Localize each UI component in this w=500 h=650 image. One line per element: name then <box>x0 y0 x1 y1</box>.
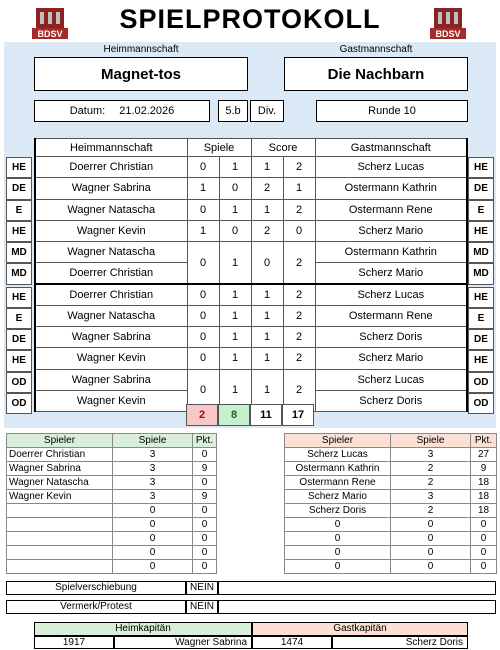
col-gast: Gastmannschaft <box>315 139 467 157</box>
stats-name <box>7 560 113 574</box>
match-sc1: 1 <box>251 284 283 305</box>
stats-spiele: 2 <box>391 476 471 490</box>
away-col-pkt: Pkt. <box>471 434 497 448</box>
match-sc1: 1 <box>251 199 283 220</box>
stats-row <box>7 490 217 504</box>
home-player: Wagner Sabrina <box>35 178 187 199</box>
match-s1: 1 <box>187 220 219 241</box>
stats-row <box>285 476 497 490</box>
total-heim-score: 11 <box>250 404 282 426</box>
match-sc2: 2 <box>283 157 315 178</box>
svg-text:BDSV: BDSV <box>37 29 63 39</box>
svg-text:BDSV: BDSV <box>435 29 461 39</box>
stats-pkt: 0 <box>193 448 217 462</box>
away-col-spieler: Spieler <box>285 434 391 448</box>
stats-name: Scherz Lucas <box>285 448 391 462</box>
vermerk-value: NEIN <box>186 600 218 614</box>
match-sc1: 2 <box>251 178 283 199</box>
stats-spiele: 0 <box>391 546 471 560</box>
home-player: Wagner Sabrina <box>35 369 187 390</box>
match-sc1: 1 <box>251 327 283 348</box>
datum-value: 21.02.2026 <box>119 105 175 117</box>
match-s2: 1 <box>219 327 251 348</box>
division-label: Div. <box>250 100 284 122</box>
match-row <box>35 327 467 348</box>
match-sc2: 0 <box>283 220 315 241</box>
away-match-type: MD <box>468 263 494 284</box>
stats-row <box>7 560 217 574</box>
match-s2: 0 <box>219 178 251 199</box>
away-match-type: E <box>468 200 494 221</box>
stats-row <box>285 560 497 574</box>
col-score: Score <box>251 139 315 157</box>
gast-label: Gastmannschaft <box>339 44 413 55</box>
match-row <box>35 284 467 305</box>
match-s1: 0 <box>187 242 219 285</box>
total-gast-score: 17 <box>282 404 314 426</box>
away-player: Scherz Doris <box>315 390 467 411</box>
match-row <box>35 369 467 390</box>
home-player: Wagner Sabrina <box>35 327 187 348</box>
match-s2: 1 <box>219 242 251 285</box>
stats-spiele: 3 <box>113 476 193 490</box>
stats-name: Scherz Doris <box>285 504 391 518</box>
stats-name: Ostermann Rene <box>285 476 391 490</box>
match-s2: 1 <box>219 157 251 178</box>
stats-name: Scherz Mario <box>285 490 391 504</box>
home-match-type: MD <box>6 242 32 263</box>
home-player: Doerrer Christian <box>35 284 187 305</box>
home-match-type: E <box>6 308 32 329</box>
stats-row <box>7 448 217 462</box>
away-match-type: HE <box>468 350 494 371</box>
spielverschiebung-value: NEIN <box>186 581 218 595</box>
away-match-type: DE <box>468 329 494 350</box>
match-row <box>35 220 467 241</box>
match-s1: 0 <box>187 305 219 326</box>
match-s2: 1 <box>219 199 251 220</box>
stats-spiele: 0 <box>113 504 193 518</box>
home-match-type: HE <box>6 287 32 308</box>
stats-name: Doerrer Christian <box>7 448 113 462</box>
stats-name: Wagner Natascha <box>7 476 113 490</box>
stats-pkt: 9 <box>193 462 217 476</box>
match-sc2: 2 <box>283 284 315 305</box>
match-s2: 1 <box>219 284 251 305</box>
stats-spiele: 2 <box>391 462 471 476</box>
stats-pkt: 0 <box>193 560 217 574</box>
stats-spiele: 0 <box>113 560 193 574</box>
match-s2: 1 <box>219 305 251 326</box>
datum-label: Datum: <box>69 105 106 117</box>
match-s1: 0 <box>187 369 219 412</box>
stats-spiele: 0 <box>391 560 471 574</box>
stats-row <box>7 504 217 518</box>
stats-spiele: 0 <box>391 532 471 546</box>
heimkapitaen-nr: 1917 <box>34 636 114 649</box>
stats-name <box>7 532 113 546</box>
stats-spiele: 3 <box>113 462 193 476</box>
stats-row <box>285 490 497 504</box>
away-stats-table <box>284 433 497 574</box>
home-match-type: E <box>6 200 32 221</box>
home-player: Wagner Natascha <box>35 305 187 326</box>
away-match-type: HE <box>468 221 494 242</box>
stats-row <box>7 546 217 560</box>
away-player: Scherz Mario <box>315 348 467 369</box>
home-stats-table <box>6 433 217 574</box>
gastkapitaen-label: Gastkapitän <box>252 622 468 636</box>
stats-spiele: 0 <box>391 518 471 532</box>
stats-row <box>7 532 217 546</box>
away-match-type: E <box>468 308 494 329</box>
match-row <box>35 305 467 326</box>
vermerk-notes <box>218 600 496 614</box>
away-player: Scherz Mario <box>315 263 467 284</box>
stats-pkt: 0 <box>471 518 497 532</box>
away-player: Ostermann Rene <box>315 199 467 220</box>
home-col-spieler: Spieler <box>7 434 113 448</box>
stats-row <box>285 462 497 476</box>
away-player: Scherz Doris <box>315 327 467 348</box>
match-s1: 0 <box>187 348 219 369</box>
match-s2: 0 <box>219 220 251 241</box>
heim-team-name: Magnet-tos <box>34 57 248 91</box>
stats-name <box>7 518 113 532</box>
heimkapitaen-name: Wagner Sabrina <box>114 636 252 649</box>
stats-spiele: 0 <box>113 532 193 546</box>
stats-pkt: 9 <box>471 462 497 476</box>
stats-row <box>285 546 497 560</box>
home-col-pkt: Pkt. <box>193 434 217 448</box>
page-title: SPIELPROTOKOLL <box>119 4 381 34</box>
home-player: Wagner Natascha <box>35 199 187 220</box>
match-sc2: 1 <box>283 178 315 199</box>
stats-name: 0 <box>285 532 391 546</box>
stats-name: Wagner Kevin <box>7 490 113 504</box>
division-number: 5.b <box>218 100 248 122</box>
stats-row <box>285 518 497 532</box>
match-sc2: 2 <box>283 199 315 220</box>
home-match-type: OD <box>6 393 32 414</box>
away-player: Ostermann Rene <box>315 305 467 326</box>
stats-name: Ostermann Kathrin <box>285 462 391 476</box>
heim-label: Heimmannschaft <box>103 44 179 55</box>
stats-name: Wagner Sabrina <box>7 462 113 476</box>
home-player: Doerrer Christian <box>35 157 187 178</box>
stats-row <box>285 504 497 518</box>
home-player: Wagner Kevin <box>35 348 187 369</box>
away-player: Ostermann Kathrin <box>315 242 467 263</box>
away-player: Scherz Lucas <box>315 369 467 390</box>
match-sc2: 2 <box>283 242 315 285</box>
stats-name: 0 <box>285 546 391 560</box>
match-s2: 1 <box>219 369 251 412</box>
stats-spiele: 0 <box>113 546 193 560</box>
stats-spiele: 3 <box>391 490 471 504</box>
home-match-type: MD <box>6 263 32 284</box>
heimkapitaen-label: Heimkapitän <box>34 622 252 636</box>
stats-row <box>285 532 497 546</box>
stats-name <box>7 504 113 518</box>
home-match-type: DE <box>6 329 32 350</box>
stats-pkt: 0 <box>193 504 217 518</box>
away-player: Scherz Lucas <box>315 157 467 178</box>
gastkapitaen-name: Scherz Doris <box>332 636 468 649</box>
stats-row <box>285 448 497 462</box>
stats-name <box>7 546 113 560</box>
match-sc1: 1 <box>251 305 283 326</box>
stats-pkt: 0 <box>471 546 497 560</box>
spielverschiebung-notes <box>218 581 496 595</box>
stats-spiele: 0 <box>113 518 193 532</box>
home-player: Wagner Kevin <box>35 390 187 411</box>
stats-row <box>7 462 217 476</box>
home-player: Wagner Natascha <box>35 242 187 263</box>
spielverschiebung-label: Spielverschiebung <box>6 581 186 595</box>
home-match-type: HE <box>6 157 32 178</box>
match-s1: 0 <box>187 327 219 348</box>
home-match-type: HE <box>6 350 32 371</box>
home-player: Wagner Kevin <box>35 220 187 241</box>
gast-team-name: Die Nachbarn <box>284 57 468 91</box>
match-s2: 1 <box>219 348 251 369</box>
match-sc2: 2 <box>283 348 315 369</box>
stats-spiele: 3 <box>391 448 471 462</box>
match-row <box>35 178 467 199</box>
stats-pkt: 27 <box>471 448 497 462</box>
away-player: Scherz Lucas <box>315 284 467 305</box>
stats-spiele: 3 <box>113 448 193 462</box>
match-sc2: 2 <box>283 327 315 348</box>
away-player: Ostermann Kathrin <box>315 178 467 199</box>
datum-field <box>34 100 210 122</box>
stats-pkt: 0 <box>193 476 217 490</box>
stats-pkt: 0 <box>471 532 497 546</box>
home-match-type: DE <box>6 178 32 199</box>
stats-pkt: 18 <box>471 490 497 504</box>
home-match-type: OD <box>6 372 32 393</box>
match-sc1: 1 <box>251 369 283 412</box>
match-s1: 0 <box>187 157 219 178</box>
home-player: Doerrer Christian <box>35 263 187 284</box>
home-match-type: HE <box>6 221 32 242</box>
away-player: Scherz Mario <box>315 220 467 241</box>
gastkapitaen-nr: 1474 <box>252 636 332 649</box>
col-heim: Heimmannschaft <box>35 139 187 157</box>
match-row <box>35 199 467 220</box>
stats-pkt: 0 <box>471 560 497 574</box>
vermerk-label: Vermerk/Protest <box>6 600 186 614</box>
stats-pkt: 0 <box>193 546 217 560</box>
match-row <box>35 157 467 178</box>
stats-name: 0 <box>285 560 391 574</box>
away-match-type: MD <box>468 242 494 263</box>
match-s1: 1 <box>187 178 219 199</box>
stats-spiele: 2 <box>391 504 471 518</box>
match-sc1: 1 <box>251 348 283 369</box>
stats-pkt: 9 <box>193 490 217 504</box>
stats-name: 0 <box>285 518 391 532</box>
stats-pkt: 18 <box>471 476 497 490</box>
match-sc2: 2 <box>283 305 315 326</box>
runde-field: Runde 10 <box>316 100 468 122</box>
match-row <box>35 242 467 263</box>
stats-pkt: 18 <box>471 504 497 518</box>
total-gast-spiele: 8 <box>218 404 250 426</box>
match-sc1: 2 <box>251 220 283 241</box>
match-table <box>34 138 468 412</box>
home-col-spiele: Spiele <box>113 434 193 448</box>
match-sc2: 2 <box>283 369 315 412</box>
stats-row <box>7 518 217 532</box>
stats-pkt: 0 <box>193 532 217 546</box>
away-match-type: OD <box>468 372 494 393</box>
away-match-type: HE <box>468 157 494 178</box>
match-s1: 0 <box>187 284 219 305</box>
away-match-type: OD <box>468 393 494 414</box>
col-spiele: Spiele <box>187 139 251 157</box>
match-s1: 0 <box>187 199 219 220</box>
stats-spiele: 3 <box>113 490 193 504</box>
away-col-spiele: Spiele <box>391 434 471 448</box>
total-heim-spiele: 2 <box>186 404 218 426</box>
stats-pkt: 0 <box>193 518 217 532</box>
stats-row <box>7 476 217 490</box>
away-match-type: DE <box>468 178 494 199</box>
match-sc1: 1 <box>251 157 283 178</box>
match-row <box>35 348 467 369</box>
match-sc1: 0 <box>251 242 283 285</box>
away-match-type: HE <box>468 287 494 308</box>
